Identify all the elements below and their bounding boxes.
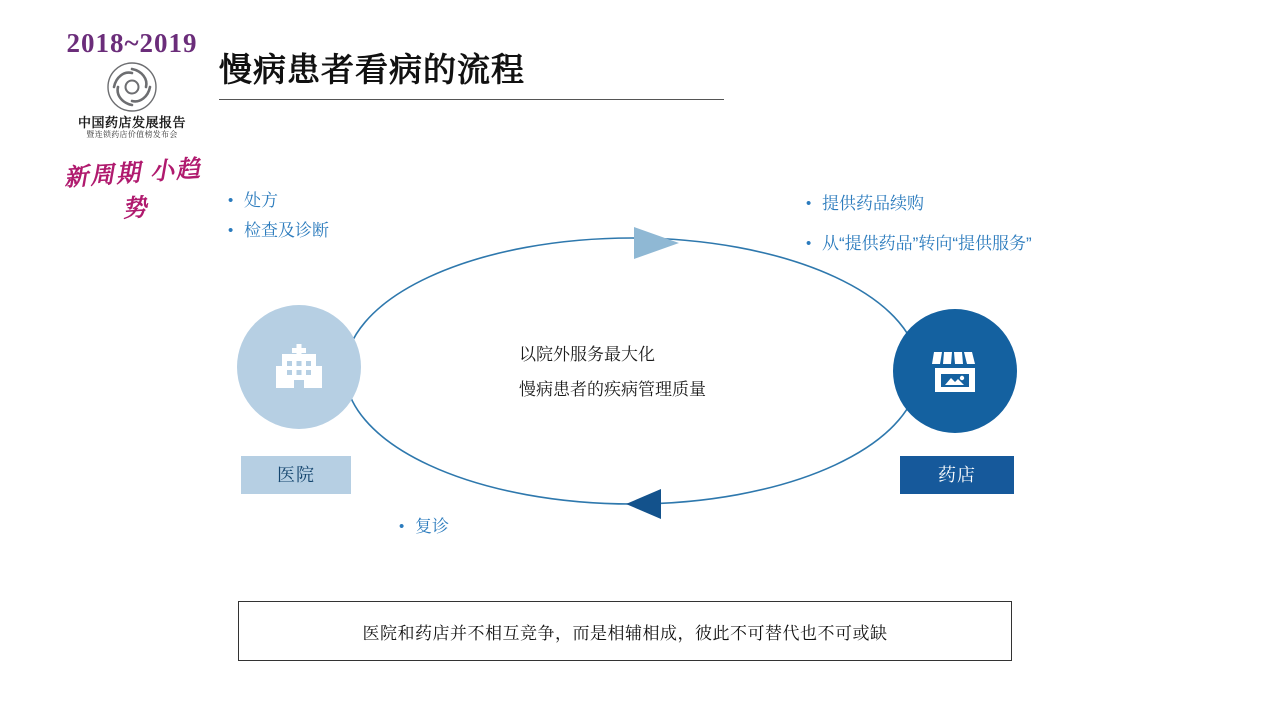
footer-note-text: 医院和药店并不相互竞争，而是相辅相成，彼此不可替代也不可或缺 bbox=[362, 623, 888, 643]
node-hospital-label: 医院 bbox=[241, 456, 351, 494]
bullet-text: 处方 bbox=[244, 191, 278, 210]
list-item bbox=[806, 184, 1032, 224]
node-pharmacy[interactable] bbox=[893, 309, 1017, 433]
node-pharmacy-label: 药店 bbox=[900, 456, 1014, 494]
flow-arrow-top bbox=[634, 227, 679, 259]
bullet-text: 检查及诊断 bbox=[244, 221, 329, 240]
bullet-text: 提供药品续购 bbox=[822, 194, 924, 213]
page-title: 慢病患者看病的流程 bbox=[219, 51, 525, 88]
pharmacy-store-icon bbox=[922, 338, 988, 404]
flow-arrow-bottom bbox=[626, 489, 661, 519]
logo-slogan-text: 新周期 小趋势 bbox=[63, 156, 203, 223]
bullet-dot-icon: • bbox=[228, 192, 234, 209]
logo-org-text: 中国药店发展报告 bbox=[77, 115, 186, 130]
bullet-dot-icon: • bbox=[806, 235, 812, 252]
logo-year-text: 2018~2019 bbox=[66, 28, 198, 58]
bullet-dot-icon: • bbox=[228, 222, 234, 239]
conference-logo bbox=[52, 28, 212, 223]
footer-note-box bbox=[238, 601, 1012, 661]
list-item bbox=[399, 512, 449, 542]
node-hospital[interactable] bbox=[237, 305, 361, 429]
bullet-dot-icon: • bbox=[399, 518, 405, 535]
center-text-line-1: 以院外服务最大化 bbox=[519, 345, 655, 364]
bullets-pharmacy-to-hospital bbox=[399, 512, 449, 542]
bullets-hospital-to-pharmacy bbox=[228, 186, 329, 246]
bullets-pharmacy-services bbox=[806, 184, 1032, 264]
hospital-building-icon bbox=[268, 336, 330, 398]
center-text-line-2: 慢病患者的疾病管理质量 bbox=[519, 380, 706, 399]
list-item bbox=[228, 186, 329, 216]
list-item bbox=[228, 216, 329, 246]
bullet-text: 复诊 bbox=[415, 517, 449, 536]
list-item bbox=[806, 224, 1032, 264]
logo-subtitle-text: 暨连锁药店价值榜发布会 bbox=[86, 130, 178, 139]
spiral-emblem-icon bbox=[106, 61, 158, 113]
diagram-center-text bbox=[519, 337, 779, 407]
title-divider bbox=[219, 99, 724, 100]
bullet-dot-icon: • bbox=[806, 195, 812, 212]
bullet-text: 从“提供药品”转向“提供服务” bbox=[822, 234, 1032, 253]
